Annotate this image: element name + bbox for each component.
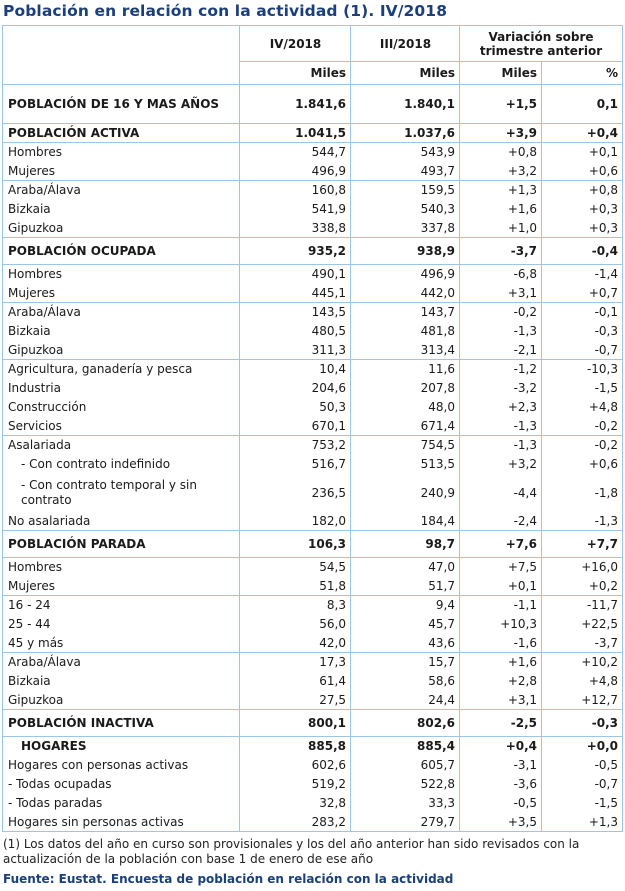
- variation-percent: +10,2: [542, 653, 623, 672]
- variation-percent: +0,6: [542, 162, 623, 181]
- value-iii2018: 279,7: [351, 813, 460, 832]
- variation-miles: -4,4: [460, 474, 542, 512]
- variation-miles: -1,2: [460, 360, 542, 379]
- variation-percent: +7,7: [542, 531, 623, 558]
- row-label: Araba/Álava: [3, 181, 240, 200]
- variation-miles: -1,1: [460, 596, 542, 615]
- value-iv2018: 670,1: [240, 417, 351, 436]
- value-iv2018: 10,4: [240, 360, 351, 379]
- value-iv2018: 32,8: [240, 794, 351, 813]
- variation-miles: +1,3: [460, 181, 542, 200]
- variation-percent: -1,8: [542, 474, 623, 512]
- row-label: Hogares sin personas activas: [3, 813, 240, 832]
- variation-miles: -6,8: [460, 265, 542, 284]
- row-label: - Todas ocupadas: [3, 775, 240, 794]
- variation-percent: +0,2: [542, 577, 623, 596]
- value-iii2018: 543,9: [351, 143, 460, 162]
- value-iv2018: 885,8: [240, 737, 351, 756]
- variation-percent: +22,5: [542, 615, 623, 634]
- value-iv2018: 516,7: [240, 455, 351, 474]
- row-label: - Todas paradas: [3, 794, 240, 813]
- table-body: [3, 85, 623, 832]
- variation-miles: +0,4: [460, 737, 542, 756]
- value-iii2018: 9,4: [351, 596, 460, 615]
- value-iii2018: 885,4: [351, 737, 460, 756]
- row-label: POBLACIÓN DE 16 Y MAS AÑOS: [3, 85, 240, 124]
- variation-miles: -0,5: [460, 794, 542, 813]
- value-iv2018: 17,3: [240, 653, 351, 672]
- row-label: Mujeres: [3, 577, 240, 596]
- value-iv2018: 800,1: [240, 710, 351, 737]
- value-iii2018: 58,6: [351, 672, 460, 691]
- value-iii2018: 442,0: [351, 284, 460, 303]
- value-iv2018: 143,5: [240, 303, 351, 322]
- value-iv2018: 283,2: [240, 813, 351, 832]
- row-label: Bizkaia: [3, 322, 240, 341]
- value-iii2018: 184,4: [351, 512, 460, 531]
- variation-percent: +12,7: [542, 691, 623, 710]
- row-label: Construcción: [3, 398, 240, 417]
- value-iv2018: 338,8: [240, 219, 351, 238]
- header-blank: [3, 26, 240, 62]
- row-label: Gipuzkoa: [3, 691, 240, 710]
- value-iii2018: 754,5: [351, 436, 460, 455]
- row-label: HOGARES: [3, 737, 240, 756]
- variation-percent: -1,3: [542, 512, 623, 531]
- variation-percent: -0,5: [542, 756, 623, 775]
- value-iv2018: 27,5: [240, 691, 351, 710]
- row-label: Hogares con personas activas: [3, 756, 240, 775]
- value-iii2018: 513,5: [351, 455, 460, 474]
- variation-miles: -3,6: [460, 775, 542, 794]
- variation-miles: +0,8: [460, 143, 542, 162]
- value-iii2018: 15,7: [351, 653, 460, 672]
- footnote: (1) Los datos del año en curso son provisionales y los del año anterior han sido revisados con la actualización de la población con base 1 de enero de ese año: [3, 837, 580, 866]
- variation-percent: -10,3: [542, 360, 623, 379]
- variation-miles: -3,7: [460, 238, 542, 265]
- row-label: Asalariada: [3, 436, 240, 455]
- value-iv2018: 490,1: [240, 265, 351, 284]
- value-iv2018: 61,4: [240, 672, 351, 691]
- row-label: POBLACIÓN ACTIVA: [3, 124, 240, 143]
- row-label: Hombres: [3, 265, 240, 284]
- table-row: [3, 756, 623, 775]
- value-iii2018: 1.037,6: [351, 124, 460, 143]
- value-iv2018: 50,3: [240, 398, 351, 417]
- row-label: 16 - 24: [3, 596, 240, 615]
- value-iii2018: 522,8: [351, 775, 460, 794]
- variation-percent: +1,3: [542, 813, 623, 832]
- row-label: POBLACIÓN INACTIVA: [3, 710, 240, 737]
- variation-percent: +0,8: [542, 181, 623, 200]
- value-iv2018: 480,5: [240, 322, 351, 341]
- unit-miles-iv: Miles: [240, 62, 351, 85]
- table-row: [3, 303, 623, 322]
- variation-percent: +4,8: [542, 398, 623, 417]
- value-iv2018: 1.041,5: [240, 124, 351, 143]
- table-row: [3, 322, 623, 341]
- variation-miles: +3,1: [460, 284, 542, 303]
- table-row: [3, 474, 623, 512]
- variation-percent: +0,4: [542, 124, 623, 143]
- variation-percent: -0,3: [542, 710, 623, 737]
- table-row: [3, 398, 623, 417]
- value-iv2018: 935,2: [240, 238, 351, 265]
- value-iv2018: 1.841,6: [240, 85, 351, 124]
- row-label: Gipuzkoa: [3, 219, 240, 238]
- unit-percent-var: %: [542, 62, 623, 85]
- variation-percent: +4,8: [542, 672, 623, 691]
- variation-miles: +7,5: [460, 558, 542, 577]
- table-row: [3, 512, 623, 531]
- table-row: [3, 672, 623, 691]
- variation-miles: +2,8: [460, 672, 542, 691]
- table-row: [3, 436, 623, 455]
- value-iii2018: 45,7: [351, 615, 460, 634]
- value-iv2018: 753,2: [240, 436, 351, 455]
- table-row: [3, 417, 623, 436]
- table-row: [3, 794, 623, 813]
- table-row: [3, 360, 623, 379]
- value-iii2018: 33,3: [351, 794, 460, 813]
- value-iii2018: 47,0: [351, 558, 460, 577]
- row-label: Mujeres: [3, 162, 240, 181]
- variation-percent: +0,3: [542, 219, 623, 238]
- variation-percent: -0,2: [542, 436, 623, 455]
- variation-percent: +16,0: [542, 558, 623, 577]
- value-iii2018: 540,3: [351, 200, 460, 219]
- header-col-variation: Variación sobre trimestre anterior: [460, 26, 623, 62]
- table-row: [3, 710, 623, 737]
- unit-miles-var: Miles: [460, 62, 542, 85]
- value-iii2018: 481,8: [351, 322, 460, 341]
- variation-miles: +3,1: [460, 691, 542, 710]
- variation-miles: +1,6: [460, 653, 542, 672]
- variation-miles: -0,2: [460, 303, 542, 322]
- table-row: [3, 455, 623, 474]
- row-label: Mujeres: [3, 284, 240, 303]
- value-iii2018: 159,5: [351, 181, 460, 200]
- table-row: [3, 219, 623, 238]
- value-iii2018: 671,4: [351, 417, 460, 436]
- table-row: [3, 691, 623, 710]
- variation-miles: -3,1: [460, 756, 542, 775]
- header-col-iv2018: IV/2018: [240, 26, 351, 62]
- variation-miles: +1,0: [460, 219, 542, 238]
- value-iii2018: 24,4: [351, 691, 460, 710]
- value-iv2018: 445,1: [240, 284, 351, 303]
- variation-miles: -3,2: [460, 379, 542, 398]
- variation-percent: -0,7: [542, 341, 623, 360]
- variation-percent: +0,6: [542, 455, 623, 474]
- variation-percent: -11,7: [542, 596, 623, 615]
- row-label: Hombres: [3, 558, 240, 577]
- value-iv2018: 56,0: [240, 615, 351, 634]
- table-row: [3, 531, 623, 558]
- variation-miles: +0,1: [460, 577, 542, 596]
- table-row: [3, 737, 623, 756]
- variation-miles: -1,6: [460, 634, 542, 653]
- value-iv2018: 544,7: [240, 143, 351, 162]
- value-iii2018: 605,7: [351, 756, 460, 775]
- value-iii2018: 143,7: [351, 303, 460, 322]
- variation-miles: +3,2: [460, 455, 542, 474]
- variation-miles: +2,3: [460, 398, 542, 417]
- value-iv2018: 519,2: [240, 775, 351, 794]
- value-iv2018: 182,0: [240, 512, 351, 531]
- value-iv2018: 602,6: [240, 756, 351, 775]
- row-label: Hombres: [3, 143, 240, 162]
- variation-miles: -2,4: [460, 512, 542, 531]
- variation-miles: -2,1: [460, 341, 542, 360]
- row-label: Araba/Álava: [3, 653, 240, 672]
- source-line: Fuente: Eustat. Encuesta de población en relación con la actividad: [3, 872, 454, 886]
- variation-miles: +3,9: [460, 124, 542, 143]
- value-iv2018: 541,9: [240, 200, 351, 219]
- value-iii2018: 51,7: [351, 577, 460, 596]
- variation-percent: +0,1: [542, 143, 623, 162]
- variation-miles: +1,6: [460, 200, 542, 219]
- table-row: [3, 284, 623, 303]
- variation-percent: -0,3: [542, 322, 623, 341]
- table-row: [3, 341, 623, 360]
- row-label: 45 y más: [3, 634, 240, 653]
- variation-miles: -1,3: [460, 436, 542, 455]
- value-iii2018: 493,7: [351, 162, 460, 181]
- table-row: [3, 558, 623, 577]
- variation-percent: -1,5: [542, 379, 623, 398]
- table-row: [3, 813, 623, 832]
- table-row: [3, 596, 623, 615]
- variation-percent: -0,1: [542, 303, 623, 322]
- variation-percent: +0,7: [542, 284, 623, 303]
- header-col-iii2018: III/2018: [351, 26, 460, 62]
- value-iii2018: 98,7: [351, 531, 460, 558]
- table-row: [3, 85, 623, 124]
- variation-percent: -3,7: [542, 634, 623, 653]
- table-row: [3, 200, 623, 219]
- value-iii2018: 337,8: [351, 219, 460, 238]
- variation-percent: -1,5: [542, 794, 623, 813]
- variation-percent: -0,7: [542, 775, 623, 794]
- row-label: - Con contrato temporal y sin contrato: [3, 474, 240, 512]
- table-row: [3, 615, 623, 634]
- value-iv2018: 496,9: [240, 162, 351, 181]
- value-iii2018: 1.840,1: [351, 85, 460, 124]
- row-label: Agricultura, ganadería y pesca: [3, 360, 240, 379]
- row-label: - Con contrato indefinido: [3, 455, 240, 474]
- value-iii2018: 11,6: [351, 360, 460, 379]
- row-label: Bizkaia: [3, 200, 240, 219]
- variation-miles: -1,3: [460, 417, 542, 436]
- row-label: Industria: [3, 379, 240, 398]
- variation-miles: +10,3: [460, 615, 542, 634]
- header-row-periods: [3, 26, 623, 62]
- value-iv2018: 54,5: [240, 558, 351, 577]
- row-label: Gipuzkoa: [3, 341, 240, 360]
- variation-percent: -0,2: [542, 417, 623, 436]
- table-title: Población en relación con la actividad (1). IV/2018: [3, 2, 448, 20]
- value-iv2018: 42,0: [240, 634, 351, 653]
- table-row: [3, 181, 623, 200]
- value-iv2018: 236,5: [240, 474, 351, 512]
- variation-percent: -0,4: [542, 238, 623, 265]
- table-row: [3, 653, 623, 672]
- header-blank-units: [3, 62, 240, 85]
- variation-percent: -1,4: [542, 265, 623, 284]
- variation-miles: +3,2: [460, 162, 542, 181]
- variation-percent: 0,1: [542, 85, 623, 124]
- table-row: [3, 775, 623, 794]
- value-iv2018: 8,3: [240, 596, 351, 615]
- row-label: No asalariada: [3, 512, 240, 531]
- table-row: [3, 634, 623, 653]
- variation-percent: +0,0: [542, 737, 623, 756]
- value-iii2018: 240,9: [351, 474, 460, 512]
- header-row-units: [3, 62, 623, 85]
- value-iii2018: 43,6: [351, 634, 460, 653]
- table-row: [3, 124, 623, 143]
- table-row: [3, 265, 623, 284]
- variation-miles: +1,5: [460, 85, 542, 124]
- value-iv2018: 160,8: [240, 181, 351, 200]
- table-row: [3, 379, 623, 398]
- row-label: POBLACIÓN PARADA: [3, 531, 240, 558]
- table-row: [3, 577, 623, 596]
- variation-percent: +0,3: [542, 200, 623, 219]
- value-iii2018: 802,6: [351, 710, 460, 737]
- value-iii2018: 313,4: [351, 341, 460, 360]
- variation-miles: -1,3: [460, 322, 542, 341]
- row-label: Bizkaia: [3, 672, 240, 691]
- variation-miles: +7,6: [460, 531, 542, 558]
- table-row: [3, 238, 623, 265]
- row-label: Araba/Álava: [3, 303, 240, 322]
- value-iii2018: 938,9: [351, 238, 460, 265]
- value-iv2018: 51,8: [240, 577, 351, 596]
- row-label: POBLACIÓN OCUPADA: [3, 238, 240, 265]
- table-row: [3, 143, 623, 162]
- value-iv2018: 204,6: [240, 379, 351, 398]
- value-iii2018: 496,9: [351, 265, 460, 284]
- value-iv2018: 106,3: [240, 531, 351, 558]
- unit-miles-iii: Miles: [351, 62, 460, 85]
- row-label: 25 - 44: [3, 615, 240, 634]
- value-iii2018: 48,0: [351, 398, 460, 417]
- value-iii2018: 207,8: [351, 379, 460, 398]
- variation-miles: +3,5: [460, 813, 542, 832]
- row-label: Servicios: [3, 417, 240, 436]
- value-iv2018: 311,3: [240, 341, 351, 360]
- table-row: [3, 162, 623, 181]
- variation-miles: -2,5: [460, 710, 542, 737]
- activity-table: [2, 25, 623, 832]
